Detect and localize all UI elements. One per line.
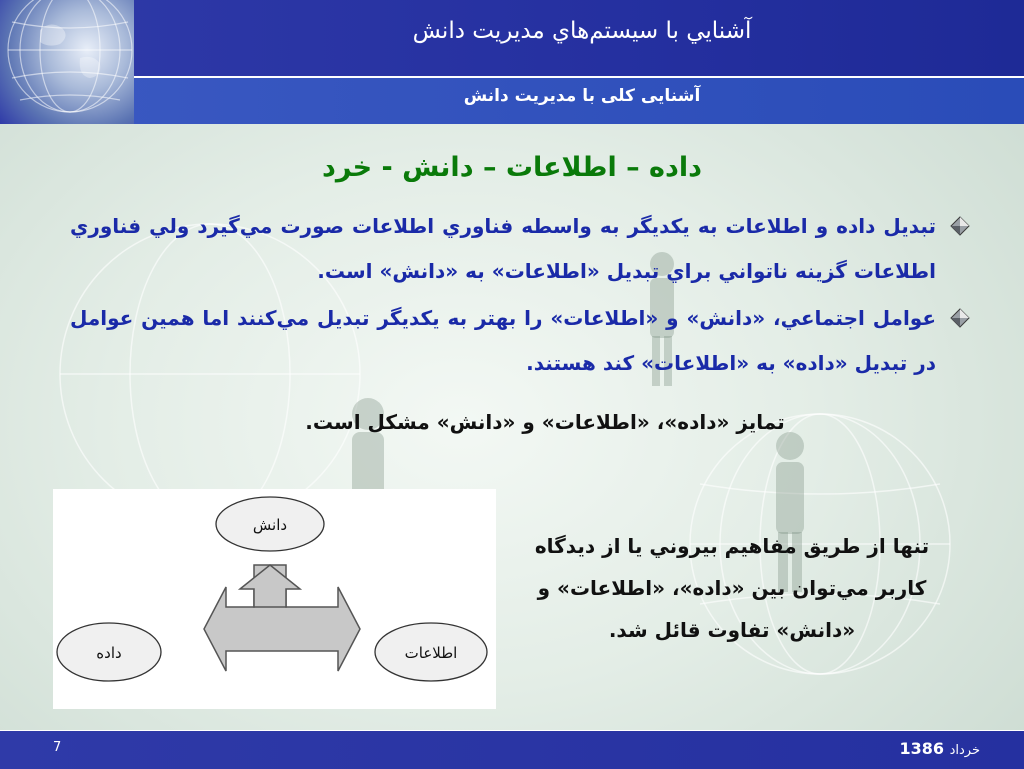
footer-bar <box>0 730 1024 769</box>
diagram-svg <box>53 489 496 709</box>
bullet-text: عوامل اجتماعي، «دانش» و «اطلاعات» را بهتر به يكديگر تبديل مي‌كنند اما همين عوامل در تبديل «داده» به «اطلاعات» كند هستند. <box>70 306 936 375</box>
globe-icon <box>0 0 134 124</box>
footer-year: 1386 <box>899 739 945 758</box>
distinction-statement: تمايز «داده»، «اطلاعات» و «دانش» مشكل است. <box>305 410 785 434</box>
label-information: اطلاعات <box>404 644 458 662</box>
bullet-text: تبديل داده و اطلاعات به يكديگر به واسطه فناوري اطلاعات صورت مي‌گيرد ولي فناوري اطلاعات گزينه ناتواني براي تبديل «اطلاعات» به «دانش» است. <box>70 214 936 283</box>
label-data: داده <box>96 644 122 662</box>
bullet-item <box>70 296 970 386</box>
label-knowledge: دانش <box>252 516 288 534</box>
arrow-head-up <box>240 565 300 607</box>
page-number: 7 <box>53 740 62 755</box>
bullet-list <box>70 204 970 388</box>
slide-heading: داده – اطلاعات – دانش - خرد <box>322 152 702 183</box>
section-title: آشنایی کلی با مدیریت دانش <box>463 86 701 106</box>
footer-date <box>899 739 986 758</box>
explanation-text: تنها از طريق مفاهيم بيروني يا از ديدگاه كاربر مي‌توان بين «داده»، «اطلاعات» و «دانش» تفاوت قائل شد. <box>534 534 930 642</box>
bullet-item <box>70 204 970 294</box>
diagram-panel <box>53 489 496 709</box>
diamond-bullet-icon <box>950 216 970 236</box>
footer-month: خرداد <box>949 743 980 758</box>
diamond-bullet-icon <box>950 308 970 328</box>
app-title: آشنايي با سيستم‌هاي مديريت دانش <box>412 18 752 44</box>
